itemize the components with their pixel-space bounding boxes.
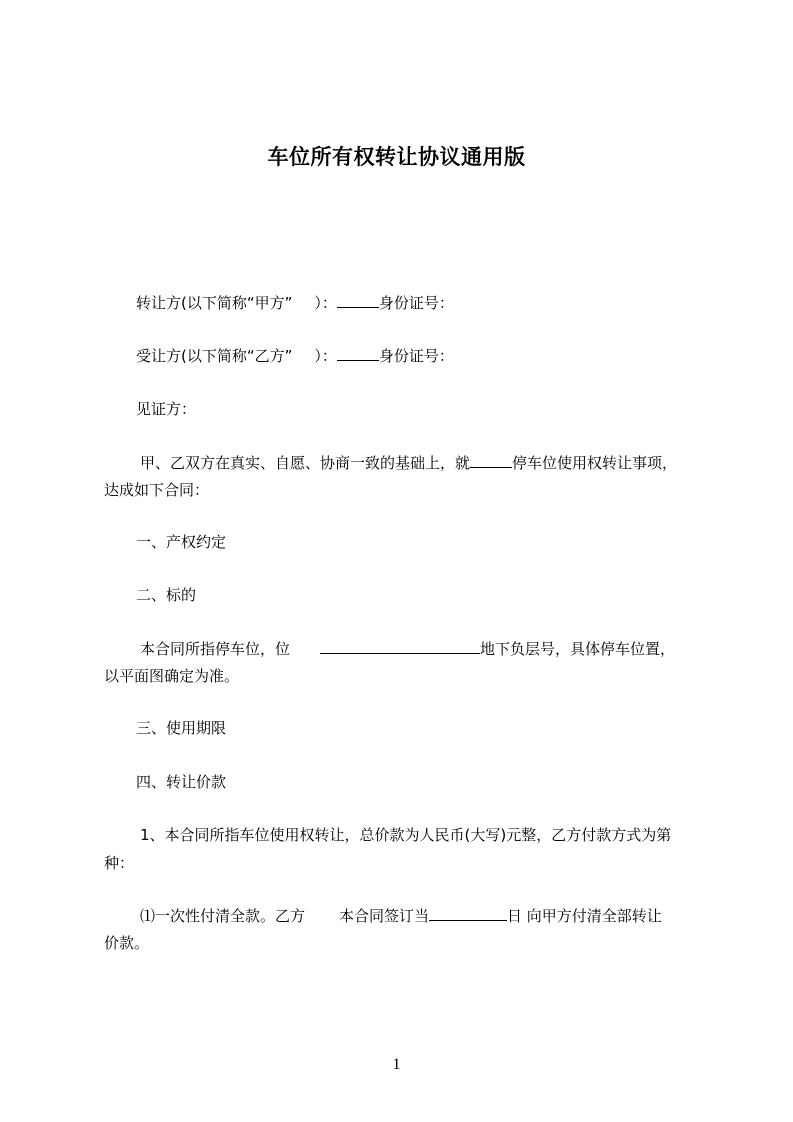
subject-location-blank xyxy=(320,638,480,654)
party-b-line xyxy=(136,345,454,366)
price-line-1: 1、本合同所指车位使用权转让，总价款为人民币(大写)元整，乙方付款方式为第 xyxy=(140,826,672,844)
payment-text-2: 本合同签订当 xyxy=(339,907,430,925)
party-b-label: 受让方(以下简称“乙方” xyxy=(136,347,293,365)
party-a-line xyxy=(136,292,454,313)
intro-line-1 xyxy=(140,452,677,473)
payment-text-3: 日 向甲方付清全部转让 xyxy=(507,907,662,925)
price-line-2: 种： xyxy=(104,854,135,872)
subject-text-2: 地下负层号，具体停车位置， xyxy=(480,640,676,658)
party-a-colon: ）： xyxy=(314,294,337,312)
subject-line-2: 以平面图确定为准。 xyxy=(104,667,240,685)
payment-line-1 xyxy=(140,905,662,926)
party-b-id-label: 身份证号： xyxy=(378,347,454,365)
witness-line: 见证方： xyxy=(136,400,197,418)
party-a-name-blank xyxy=(337,292,379,308)
page-number: 1 xyxy=(392,1056,401,1073)
party-b-colon: ）： xyxy=(314,347,337,365)
payment-date-blank xyxy=(429,905,507,921)
party-a-label: 转让方(以下简称“甲方” xyxy=(136,294,293,312)
intro-line-2: 达成如下合同： xyxy=(104,481,210,499)
intro-text-1: 甲、乙双方在真实、自愿、协商一致的基础上，就 xyxy=(140,454,471,472)
party-a-id-label: 身份证号： xyxy=(378,294,454,312)
document-title: 车位所有权转让协议通用版 xyxy=(267,145,526,169)
party-b-name-blank xyxy=(337,345,379,361)
payment-line-2: 价款。 xyxy=(104,934,150,952)
intro-blank xyxy=(470,452,512,468)
payment-text-1: ⑴一次性付清全款。乙方 xyxy=(140,907,306,925)
intro-text-2: 停车位使用权转让事项， xyxy=(512,454,678,472)
subject-text-1: 本合同所指停车位，位 xyxy=(140,640,291,658)
subject-line-1 xyxy=(140,638,675,659)
section-heading-4: 四、转让价款 xyxy=(136,773,227,791)
section-heading-1: 一、产权约定 xyxy=(136,533,227,551)
section-heading-3: 三、使用期限 xyxy=(136,719,227,737)
section-heading-2: 二、标的 xyxy=(136,586,197,604)
